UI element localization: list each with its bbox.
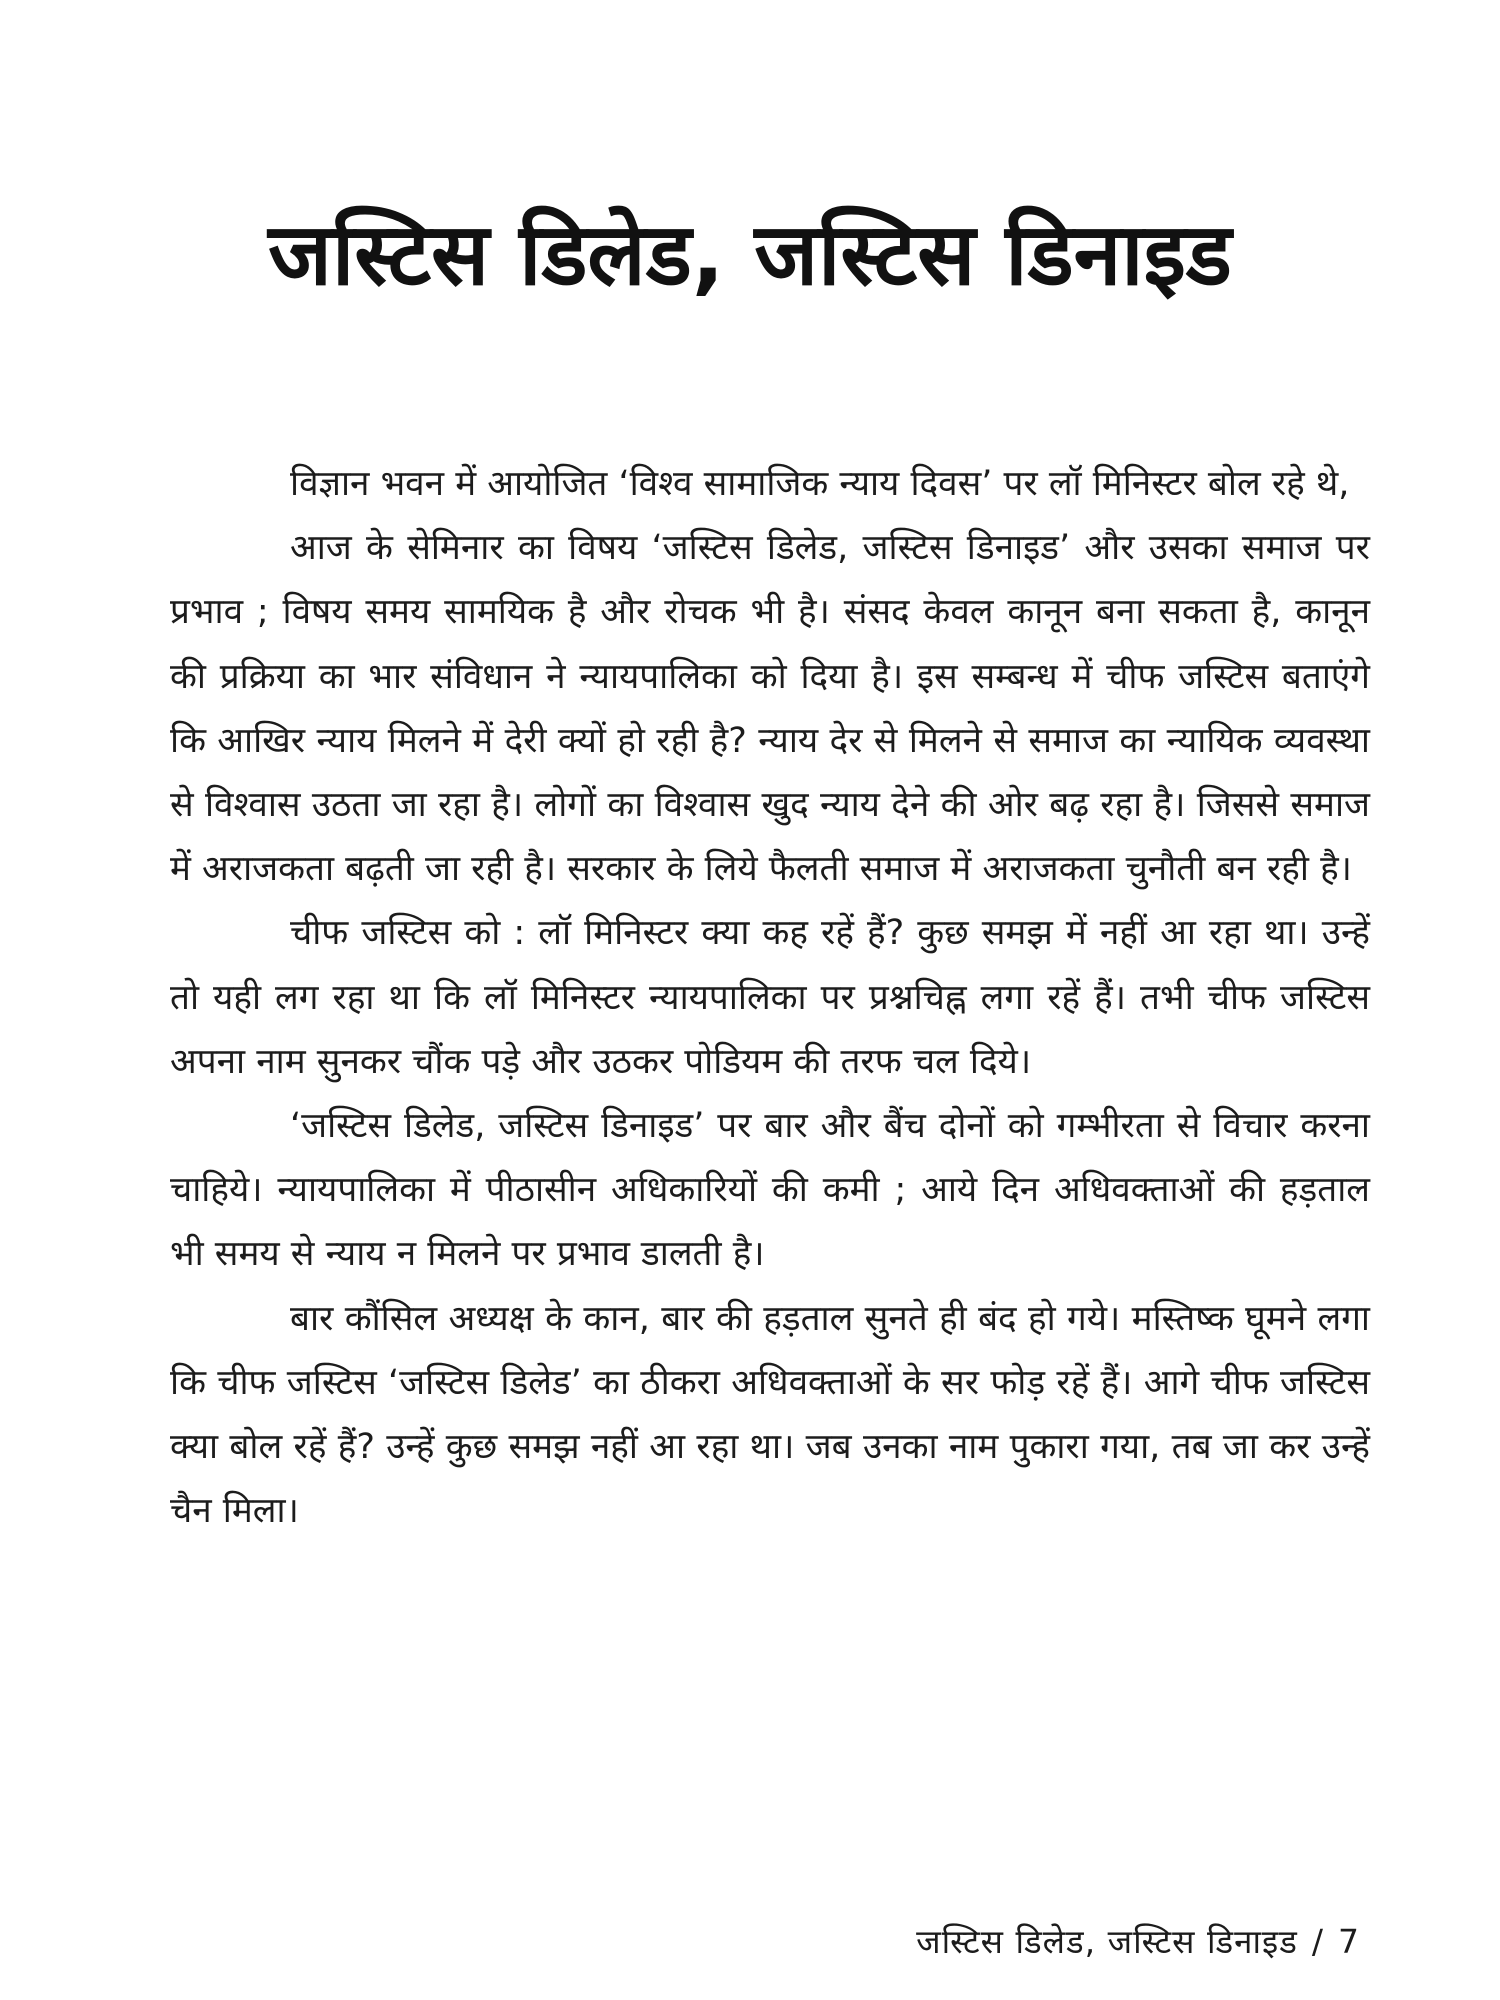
paragraph: चीफ जस्टिस को : लॉ मिनिस्टर क्या कह रहें हैं? कुछ समझ में नहीं आ रहा था। उन्हें तो यही लग रहा था कि लॉ मिनिस्टर न्यायपालिका पर प्रश्नचिह्न लगा रहें हैं। तभी चीफ जस्टिस अपना नाम सुनकर चौंक पड़े और उठकर पोडियम की तरफ चल दिये। <box>170 913 1370 1082</box>
paragraph: विज्ञान भवन में आयोजित ‘विश्व सामाजिक न्याय दिवस’ पर लॉ मिनिस्टर बोल रहे थे, <box>290 464 1350 504</box>
paragraph: ‘जस्टिस डिलेड, जस्टिस डिनाइड’ पर बार और बैंच दोनों को गम्भीरता से विचार करना चाहिये। न्यायपालिका में पीठासीन अधिकारियों की कमी ; आये दिन अधिवक्ताओं की हड़ताल भी समय से न्याय न मिलने पर प्रभाव डालती है। <box>170 1106 1370 1275</box>
page-number: 7 <box>1338 1922 1360 1961</box>
paragraph: बार कौंसिल अध्यक्ष के कान, बार की हड़ताल सुनते ही बंद हो गये। मस्तिष्क घूमने लगा कि चीफ जस्टिस ‘जस्टिस डिलेड’ का ठीकरा अधिवक्ताओं के सर फोड़ रहें हैं। आगे चीफ जस्टिस क्या बोल रहें हैं? उन्हें कुछ समझ नहीं आ रहा था। जब उनका नाम पुकारा गया, तब जा कर उन्हें चैन मिला। <box>170 1298 1370 1532</box>
footer-separator: / <box>1311 1922 1324 1961</box>
running-title: जस्टिस डिलेड, जस्टिस डिनाइड <box>916 1922 1298 1961</box>
paragraph: आज के सेमिनार का विषय ‘जस्टिस डिलेड, जस्टिस डिनाइड’ और उसका समाज पर प्रभाव ; विषय समय सामयिक है और रोचक भी है। संसद केवल कानून बना सकता है, कानून की प्रक्रिया का भार संविधान ने न्यायपालिका को दिया है। इस सम्बन्ध में चीफ जस्टिस बताएंगे कि आखिर न्याय मिलने में देरी क्यों हो रही है? न्याय देर से मिलने से समाज का न्यायिक व्यवस्था से विश्वास उठता जा रहा है। लोगों का विश्वास खुद न्याय देने की ओर बढ़ रहा है। जिससे समाज में अराजकता बढ़ती जा रही है। सरकार के लिये फैलती समाज में अराजकता चुनौती बन रही है। <box>170 528 1370 890</box>
chapter-body <box>170 452 1370 1543</box>
chapter-title: जस्टिस डिलेड, जस्टिस डिनाइड <box>268 205 1232 305</box>
page-footer <box>916 1920 1360 1964</box>
